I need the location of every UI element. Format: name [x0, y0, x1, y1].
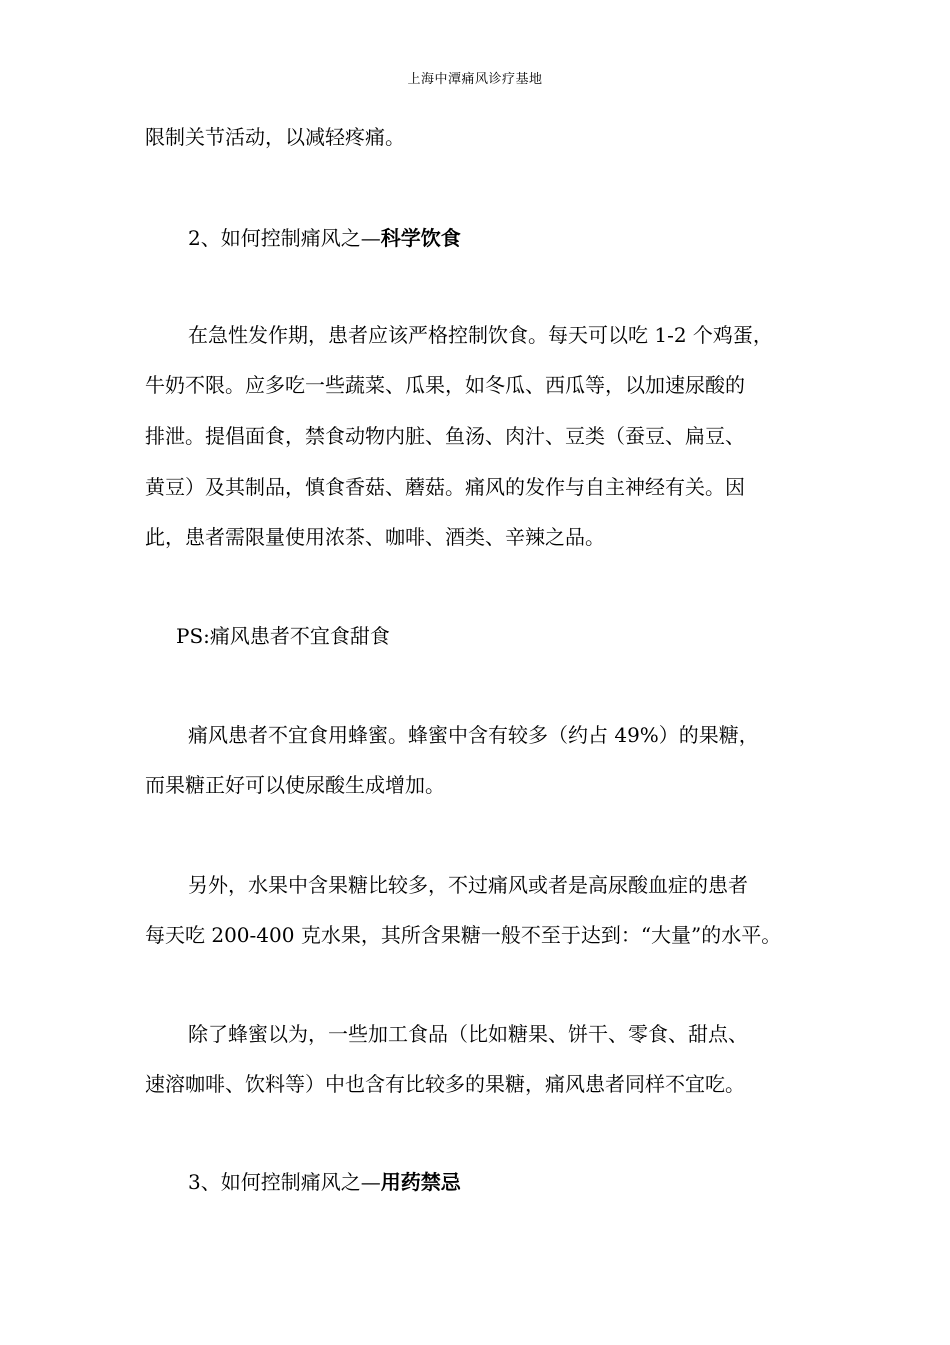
heading-prefix: 2、如何控制痛风之—	[188, 226, 381, 250]
heading-emphasis: 科学饮食	[380, 226, 461, 250]
ps-note: PS:痛风患者不宜食甜食	[176, 624, 390, 648]
paragraph-line: 限制关节活动，以减轻疼痛。	[145, 125, 405, 149]
paragraph-line: 速溶咖啡、饮料等）中也含有比较多的果糖，痛风患者同样不宜吃。	[145, 1072, 745, 1096]
paragraph-line: 除了蜂蜜以为，一些加工食品（比如糖果、饼干、零食、甜点、	[188, 1022, 748, 1046]
heading-prefix: 3、如何控制痛风之—	[188, 1170, 381, 1194]
paragraph-line: 另外，水果中含果糖比较多，不过痛风或者是高尿酸血症的患者	[188, 873, 748, 897]
paragraph-line: 痛风患者不宜食用蜂蜜。蜂蜜中含有较多（约占 49%）的果糖，	[188, 723, 759, 747]
page-header: 上海中潭痛风诊疗基地	[407, 72, 543, 87]
heading-emphasis: 用药禁忌	[380, 1170, 461, 1194]
paragraph-line: 而果糖正好可以使尿酸生成增加。	[145, 773, 445, 797]
paragraph-line: 牛奶不限。应多吃一些蔬菜、瓜果，如冬瓜、西瓜等，以加速尿酸的	[145, 373, 745, 397]
paragraph-line: 每天吃 200-400 克水果，其所含果糖一般不至于达到：“大量”的水平。	[145, 923, 782, 947]
section-heading-2	[188, 225, 853, 251]
paragraph-line: 此，患者需限量使用浓茶、咖啡、酒类、辛辣之品。	[145, 525, 605, 549]
paragraph-line: 黄豆）及其制品，慎食香菇、蘑菇。痛风的发作与自主神经有关。因	[145, 475, 745, 499]
paragraph-line: 在急性发作期，患者应该严格控制饮食。每天可以吃 1-2 个鸡蛋，	[188, 323, 773, 347]
section-heading-3	[188, 1169, 853, 1195]
paragraph-line: 排泄。提倡面食，禁食动物内脏、鱼汤、肉汁、豆类（蚕豆、扁豆、	[145, 424, 745, 448]
